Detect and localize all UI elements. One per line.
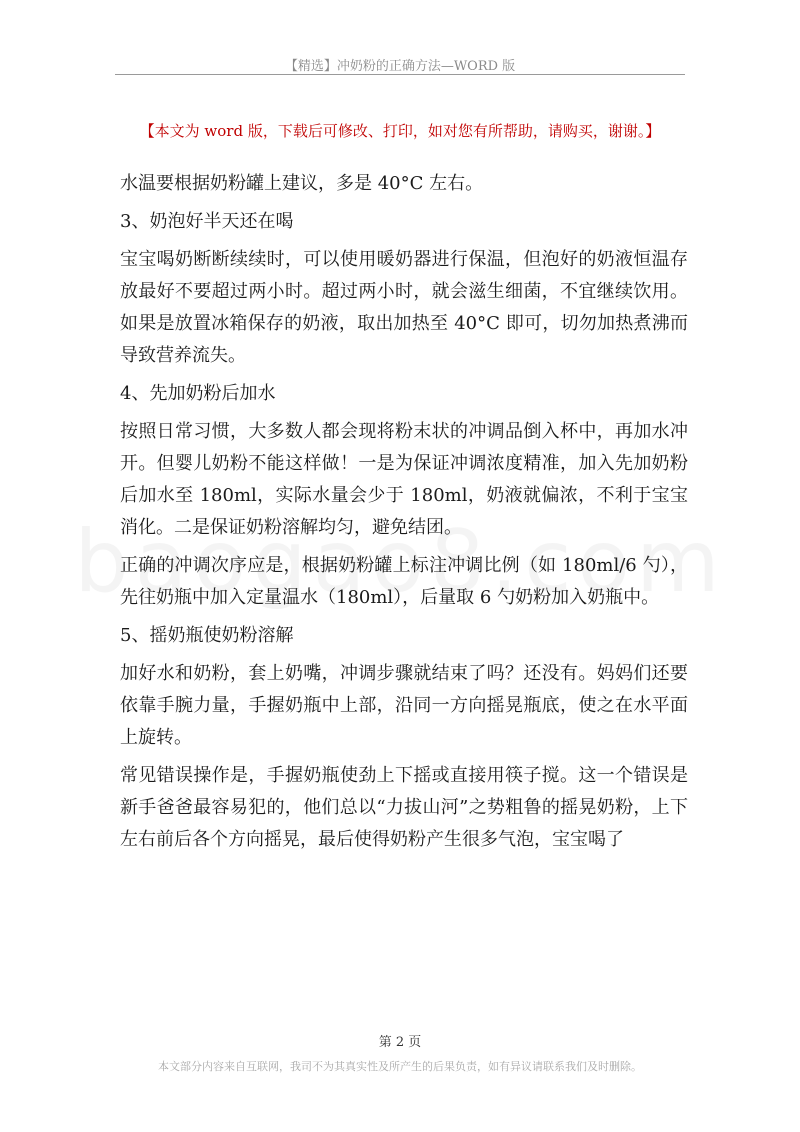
section-heading-5: 5、摇奶瓶使奶粉溶解	[120, 625, 294, 646]
page-header-title: 【精选】冲奶粉的正确方法—WORD 版	[284, 59, 516, 74]
document-body	[120, 168, 688, 862]
paragraph-keep-warm: 宝宝喝奶断断续续时，可以使用暖奶器进行保温，但泡好的奶液恒温存放最好不要超过两小时。超过两小时，就会滋生细菌，不宜继续饮用。如果是放置冰箱保存的奶液，取出加热至 40°C 即可，切勿加热煮沸而导致营养流失。	[120, 249, 688, 366]
section-heading-4: 4、先加奶粉后加水	[120, 383, 276, 404]
paragraph-powder-first: 按照日常习惯，大多数人都会现将粉末状的冲调品倒入杯中，再加水冲开。但婴儿奶粉不能这样做！一是为保证冲调浓度精准，加入先加奶粉后加水至 180ml，实际水量会少于 180ml，奶液就偏浓，不利于宝宝消化。二是保证奶粉溶解均匀，避免结团。	[120, 421, 688, 538]
paragraph-correct-order: 正确的冲调次序应是，根据奶粉罐上标注冲调比例（如 180ml/6 勺），先往奶瓶中加入定量温水（180ml），后量取 6 勺奶粉加入奶瓶中。	[120, 555, 688, 608]
page-footer-disclaimer: 本文部分内容来自互联网，我司不为其真实性及所产生的后果负责，如有异议请联系我们及时删除。	[158, 1060, 642, 1073]
page-number: 第 2 页	[378, 1035, 422, 1050]
paragraph-common-mistake: 常见错误操作是，手握奶瓶使劲上下摇或直接用筷子搅。这一个错误是新手爸爸最容易犯的，他们总以“力拔山河”之势粗鲁的摇晃奶粉，上下左右前后各个方向摇晃，最后使得奶粉产生很多气泡，宝宝喝了	[120, 765, 688, 850]
paragraph-water-temp: 水温要根据奶粉罐上建议，多是 40°C 左右。	[120, 173, 484, 194]
section-heading-3: 3、奶泡好半天还在喝	[120, 211, 294, 232]
header-divider	[115, 74, 685, 75]
paragraph-shake-bottle: 加好水和奶粉，套上奶嘴，冲调步骤就结束了吗？还没有。妈妈们还要依靠手腕力量，手握奶瓶中上部，沿同一方向摇晃瓶底，使之在水平面上旋转。	[120, 663, 688, 748]
purchase-notice: 【本文为 word 版，下载后可修改、打印，如对您有所帮助，请购买，谢谢。】	[139, 122, 661, 140]
